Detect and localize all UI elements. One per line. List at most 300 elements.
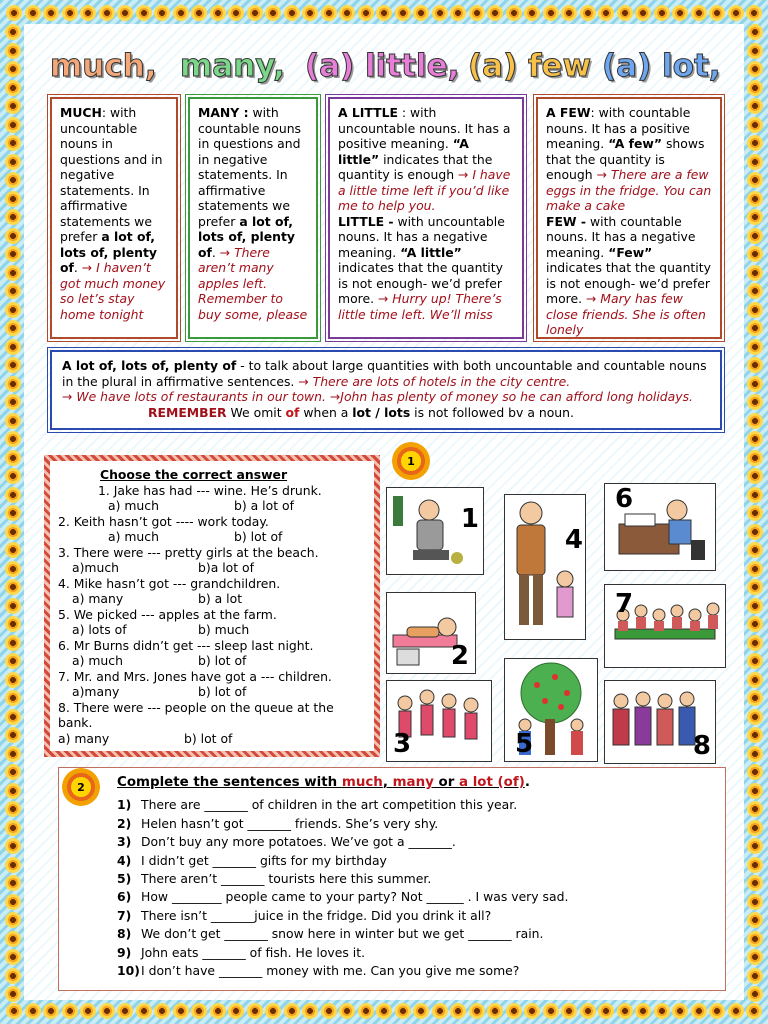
border-flower-icon [5, 635, 21, 651]
few-text: with countable nouns. It has a negative meaning. [546, 213, 696, 260]
quiz-option-b[interactable]: b) lot of [198, 684, 247, 699]
border-flower-icon [5, 98, 21, 114]
item-sentence[interactable]: Helen hasn’t got _______ friends. She’s very shy. [141, 815, 439, 831]
quiz-question-6: 6. Mr Burns didn’t get --- sleep last night. [58, 637, 314, 653]
page-title [50, 44, 730, 88]
quiz-options-2 [58, 529, 366, 545]
a-lot-heading: A lot of, lots of, plenty of [62, 358, 237, 373]
border-flower-icon [5, 801, 21, 817]
border-flower-icon [173, 1003, 189, 1019]
item-number: 5) [117, 871, 132, 887]
picture-number-5: 5 [515, 729, 534, 759]
border-flower-icon [5, 154, 21, 170]
picture-number-6: 6 [615, 484, 634, 514]
list-item [117, 833, 715, 851]
border-flower-icon [747, 875, 763, 891]
border-flower-icon [5, 413, 21, 429]
border-flower-icon [247, 5, 263, 21]
a-little-example: → I have a little time left if you’d like me to help you. [338, 167, 511, 213]
quiz-options-6 [58, 653, 366, 669]
list-item [117, 888, 715, 906]
border-flower-icon [747, 357, 763, 373]
list-item [117, 944, 715, 962]
complete-word-many: many [392, 775, 434, 790]
picture-3-beach-girls [386, 680, 492, 762]
border-flower-icon [413, 5, 429, 21]
complete-comma: , [382, 775, 393, 790]
border-flower-icon [747, 653, 763, 669]
border-flower-icon [432, 1003, 448, 1019]
little-text-2: indicates that the quantity is not enough- we’d prefer more. [338, 260, 503, 306]
border-flower-icon [672, 5, 688, 21]
border-flower-icon [654, 5, 670, 21]
multiple-choice-exercise [44, 455, 380, 757]
border-flower-icon [5, 746, 21, 762]
item-number: 4) [117, 852, 132, 868]
quiz-option-b[interactable]: b) lot of [198, 653, 247, 668]
title-a-little: (a) little, [305, 48, 460, 84]
border-flower-icon [487, 5, 503, 21]
much-bold: a lot of, lots of, plenty of [60, 229, 157, 275]
list-item [117, 962, 715, 980]
picture-number-4: 4 [564, 525, 583, 555]
many-heading: MANY : [198, 105, 249, 120]
picture-number-7: 7 [615, 589, 634, 619]
border-flower-icon [265, 5, 281, 21]
border-flower-icon [117, 1003, 133, 1019]
remember-text-3: is not followed bv a noun. [410, 404, 574, 420]
border-flower-icon [747, 838, 763, 854]
complete-or: or [433, 775, 459, 790]
few-heading: FEW - [546, 213, 587, 229]
border-flower-icon [5, 505, 21, 521]
picture-4-grandfather [504, 494, 586, 640]
border-flower-icon [136, 5, 152, 21]
border-flower-icon [5, 709, 21, 725]
border-flower-icon [747, 339, 763, 355]
border-flower-icon [191, 5, 207, 21]
border-flower-icon [580, 1003, 596, 1019]
border-flower-icon [617, 1003, 633, 1019]
border-flower-icon [747, 820, 763, 836]
border-flower-icon [747, 117, 763, 133]
border-flower-icon [99, 1003, 115, 1019]
border-flower-icon [747, 598, 763, 614]
quiz-option-b[interactable]: b) lot of [184, 730, 233, 746]
quiz-option-a[interactable]: a)much [72, 560, 120, 575]
border-flower-icon [747, 505, 763, 521]
little-example: → Hurry up! There’s little time left. We’ll miss [338, 291, 502, 322]
a-few-example: → There are a few eggs in the fridge. You can make a cake [546, 167, 712, 213]
item-number: 8) [117, 926, 132, 942]
border-flower-icon [5, 228, 21, 244]
a-few-heading: A FEW [546, 105, 591, 120]
many-bold: a lot of, lots of, plenty of [198, 213, 295, 260]
border-flower-icon [747, 801, 763, 817]
border-flower-icon [747, 635, 763, 651]
border-flower-icon [635, 1003, 651, 1019]
item-number: 3) [117, 834, 132, 850]
border-flower-icon [284, 1003, 300, 1019]
border-flower-icon [5, 561, 21, 577]
border-flower-icon [5, 968, 21, 984]
border-flower-icon [228, 5, 244, 21]
border-flower-icon [747, 302, 763, 318]
item-sentence[interactable]: There are _______ of children in the art competition this year. [141, 797, 518, 813]
complete-word-a-lot-of: a lot (of) [459, 775, 525, 790]
border-flower-icon [339, 5, 355, 21]
border-flower-icon [747, 894, 763, 910]
border-flower-icon [524, 1003, 540, 1019]
border-flower-icon [469, 1003, 485, 1019]
border-flower-icon [747, 320, 763, 336]
border-flower-icon [506, 1003, 522, 1019]
border-flower-icon [395, 1003, 411, 1019]
border-flower-icon [747, 80, 763, 96]
border-flower-icon [506, 5, 522, 21]
border-flower-icon [5, 912, 21, 928]
border-flower-icon [5, 690, 21, 706]
quiz-options-7 [58, 684, 366, 700]
border-flower-icon [284, 5, 300, 21]
border-flower-icon [747, 450, 763, 466]
picture-1-drunk-man [386, 487, 484, 575]
border-flower-icon [561, 1003, 577, 1019]
picture-5-apple-tree [504, 658, 598, 762]
border-flower-icon [747, 616, 763, 632]
remember-lots: lot / lots [352, 404, 411, 420]
quiz-heading: Choose the correct answer [100, 467, 288, 482]
border-flower-icon [543, 1003, 559, 1019]
border-flower-icon [746, 1003, 762, 1019]
border-flower-icon [210, 1003, 226, 1019]
item-sentence[interactable]: We don’t get _______ snow here in winter but we get _______ rain. [141, 926, 544, 942]
border-flower-icon [747, 746, 763, 762]
item-number: 7) [117, 907, 132, 923]
border-flower-icon [154, 1003, 170, 1019]
border-flower-icon [747, 43, 763, 59]
border-flower-icon [747, 524, 763, 540]
border-flower-icon [747, 283, 763, 299]
border-flower-icon [747, 135, 763, 151]
quiz-option-a[interactable]: a) much [108, 498, 159, 513]
border-flower-icon [5, 246, 21, 262]
border-flower-icon [747, 579, 763, 595]
item-sentence[interactable]: How ________ people came to your party? Not ______ . I was very sad. [141, 889, 569, 905]
border-flower-icon [5, 524, 21, 540]
border-flower-icon [395, 5, 411, 21]
border-flower-icon [747, 98, 763, 114]
list-item [117, 815, 715, 833]
border-flower-icon [321, 1003, 337, 1019]
picture-2-sleeping-girl [386, 592, 476, 674]
border-flower-icon [43, 1003, 59, 1019]
item-number: 10) [117, 963, 140, 979]
border-flower-icon [450, 5, 466, 21]
list-item [117, 925, 715, 943]
border-flower-icon [747, 783, 763, 799]
border-flower-icon [5, 320, 21, 336]
much-text-end: . [73, 260, 82, 275]
border-flower-icon [5, 542, 21, 558]
border-flower-icon [747, 265, 763, 281]
border-flower-icon [469, 5, 485, 21]
title-a-few: (a) few [468, 48, 592, 84]
border-flower-icon [358, 5, 374, 21]
border-flower-icon [228, 1003, 244, 1019]
border-flower-icon [117, 5, 133, 21]
border-flower-icon [62, 1003, 78, 1019]
border-flower-icon [5, 61, 21, 77]
remember-text-2: when a [299, 404, 353, 420]
a-little-text-2: indicates that the quantity is enough [338, 151, 493, 182]
border-flower-icon [5, 931, 21, 947]
remember-of: of [285, 404, 300, 420]
border-flower-icon [339, 1003, 355, 1019]
border-flower-icon [247, 1003, 263, 1019]
item-sentence[interactable]: Don’t buy any more potatoes. We’ve got a _______. [141, 834, 456, 850]
border-flower-icon [728, 5, 744, 21]
item-sentence[interactable]: I don’t have _______ money with me. Can you give me some? [141, 963, 520, 979]
few-text-2: indicates that the quantity is not enough- we’d prefer more. [546, 260, 711, 306]
item-sentence[interactable]: There isn’t _______juice in the fridge. Did you drink it all? [141, 907, 492, 923]
border-flower-icon [747, 542, 763, 558]
border-flower-icon [5, 376, 21, 392]
a-little-text: : with uncountable nouns. It has a positive meaning. [338, 105, 511, 151]
border-flower-icon [5, 431, 21, 447]
complete-period: . [524, 775, 530, 790]
border-flower-icon [747, 172, 763, 188]
exercise-1-number: 1 [407, 454, 415, 468]
border-flower-icon [6, 1003, 22, 1019]
border-flower-icon [747, 61, 763, 77]
remember-text: We omit [226, 404, 286, 420]
border-flower-icon [747, 690, 763, 706]
border-flower-icon [302, 1003, 318, 1019]
border-flower-icon [747, 672, 763, 688]
border-flower-icon [598, 5, 614, 21]
title-much: much, [50, 48, 157, 84]
border-flower-icon [747, 727, 763, 743]
quiz-option-b[interactable]: b) much [198, 622, 250, 637]
exercise-1-flower-icon [392, 442, 430, 480]
border-flower-icon [5, 764, 21, 780]
quiz-options-8 [58, 731, 366, 747]
list-item [117, 907, 715, 925]
border-flower-icon [5, 820, 21, 836]
little-text: with uncountable nouns. It has a negative meaning. [338, 213, 505, 260]
quiz-option-a[interactable]: a) lots of [72, 622, 127, 637]
quiz-options-4 [58, 591, 366, 607]
a-few-text-2: shows that the quantity is enough [546, 136, 705, 182]
border-flower-icon [154, 5, 170, 21]
quiz-option-a[interactable]: a) many [58, 730, 110, 746]
border-flower-icon [5, 949, 21, 965]
a-lot-example-1: → There are lots of hotels in the city centre. [298, 373, 571, 389]
border-flower-icon [617, 5, 633, 21]
little-heading: LITTLE - [338, 213, 394, 229]
quiz-question-4: 4. Mike hasn’t got --- grandchildren. [58, 575, 281, 591]
border-flower-icon [747, 228, 763, 244]
border-flower-icon [5, 986, 21, 1002]
border-flower-icon [5, 302, 21, 318]
border-flower-icon [5, 487, 21, 503]
border-flower-icon [5, 339, 21, 355]
a-few-quote: “A few” [608, 136, 663, 151]
border-flower-icon [747, 191, 763, 207]
border-flower-icon [747, 246, 763, 262]
border-flower-icon [5, 783, 21, 799]
border-flower-icon [487, 1003, 503, 1019]
quiz-question-5: 5. We picked --- apples at the farm. [58, 606, 277, 622]
complete-heading-text: Complete the sentences with [117, 775, 342, 790]
border-flower-icon [746, 5, 762, 21]
border-flower-icon [747, 24, 763, 40]
quiz-options-3 [58, 560, 366, 576]
border-flower-icon [432, 5, 448, 21]
a-little-heading: A LITTLE [338, 105, 398, 120]
few-quote: “Few” [608, 244, 653, 260]
border-flower-icon [635, 5, 651, 21]
quiz-question-3: 3. There were --- pretty girls at the beach. [58, 544, 319, 560]
border-flower-icon [5, 598, 21, 614]
border-flower-icon [747, 209, 763, 225]
border-flower-icon [450, 1003, 466, 1019]
border-flower-icon [747, 487, 763, 503]
quiz-option-b[interactable]: b) a lot [198, 591, 243, 606]
quiz-question-2: 2. Keith hasn’t got ---- work today. [58, 513, 269, 529]
quiz-option-a[interactable]: a) many [72, 591, 124, 606]
border-flower-icon [524, 5, 540, 21]
quiz-option-b[interactable]: b) a lot of [234, 498, 294, 513]
title-many: many, [180, 48, 285, 84]
a-lot-example-2: → We have lots of restaurants in our town. →John has plenty of money so he can afford long holidays. [62, 389, 693, 404]
list-item [117, 796, 715, 814]
border-flower-icon [302, 5, 318, 21]
list-item [117, 870, 715, 888]
border-flower-icon [709, 1003, 725, 1019]
border-flower-icon [5, 117, 21, 133]
quiz-option-b[interactable]: b) lot of [234, 529, 283, 544]
much-rule-box [50, 97, 178, 339]
picture-number-1: 1 [460, 504, 479, 534]
border-flower-icon [672, 1003, 688, 1019]
border-flower-icon [5, 172, 21, 188]
border-flower-icon [580, 5, 596, 21]
border-flower-icon [376, 5, 392, 21]
item-sentence[interactable]: I didn’t get _______ gifts for my birthday [141, 852, 387, 868]
many-example: → There aren’t many apples left. Remember to buy some, please [198, 244, 308, 322]
border-flower-icon [747, 413, 763, 429]
border-flower-icon [747, 931, 763, 947]
border-flower-icon [709, 5, 725, 21]
list-item [117, 852, 715, 870]
border-flower-icon [747, 949, 763, 965]
exercise-2-flower-icon [62, 768, 100, 806]
little-quote: “A little” [400, 244, 462, 260]
border-flower-icon [99, 5, 115, 21]
border-flower-icon [747, 154, 763, 170]
border-flower-icon [43, 5, 59, 21]
border-flower-icon [598, 1003, 614, 1019]
border-flower-icon [561, 5, 577, 21]
many-text-end: . [211, 244, 220, 260]
border-flower-icon [191, 1003, 207, 1019]
border-flower-icon [691, 1003, 707, 1019]
border-flower-icon [5, 191, 21, 207]
few-rule-box [536, 97, 722, 339]
border-flower-icon [747, 764, 763, 780]
border-flower-icon [5, 24, 21, 40]
a-few-text: : with countable nouns. It has a positive meaning. [546, 105, 691, 151]
border-flower-icon [80, 1003, 96, 1019]
grandfather-illustration [505, 495, 585, 639]
item-sentence[interactable]: John eats _______ of fish. He loves it. [141, 944, 366, 960]
border-flower-icon [747, 394, 763, 410]
quiz-option-a[interactable]: a)many [72, 684, 120, 699]
picture-number-8: 8 [692, 731, 711, 761]
border-flower-icon [25, 1003, 41, 1019]
border-flower-icon [5, 653, 21, 669]
quiz-option-a[interactable]: a) much [108, 529, 159, 544]
border-flower-icon [358, 1003, 374, 1019]
picture-number-2: 2 [450, 641, 469, 671]
item-sentence[interactable]: There aren’t _______ tourists here this summer. [141, 871, 432, 887]
quiz-option-b[interactable]: b)a lot of [198, 560, 254, 575]
picture-number-3: 3 [393, 729, 412, 759]
a-lot-text: - to talk about large quantities with both uncountable and countable nouns in the plural in affirmative sentences. [62, 358, 707, 389]
border-flower-icon [5, 357, 21, 373]
little-rule-box [328, 97, 524, 339]
border-flower-icon [543, 5, 559, 21]
border-flower-icon [5, 43, 21, 59]
picture-7-big-family [604, 584, 726, 668]
quiz-question-8: 8. There were --- people on the queue at the bank. [58, 699, 334, 730]
border-flower-icon [376, 1003, 392, 1019]
border-flower-icon [5, 80, 21, 96]
border-flower-icon [6, 5, 22, 21]
quiz-options-1 [58, 498, 366, 514]
complete-word-much: much [341, 775, 383, 790]
border-flower-icon [173, 5, 189, 21]
border-flower-icon [210, 5, 226, 21]
border-flower-icon [5, 265, 21, 281]
border-flower-icon [5, 875, 21, 891]
quiz-options-5 [58, 622, 366, 638]
border-flower-icon [5, 394, 21, 410]
item-number: 2) [117, 815, 132, 831]
quiz-question-7: 7. Mr. and Mrs. Jones have got a --- children. [58, 668, 332, 684]
border-flower-icon [5, 209, 21, 225]
border-flower-icon [80, 5, 96, 21]
much-heading: MUCH [60, 105, 102, 120]
border-flower-icon [747, 709, 763, 725]
border-flower-icon [5, 135, 21, 151]
title-a-lot: (a) lot, [602, 48, 721, 84]
complete-sentences-exercise [58, 767, 726, 991]
border-flower-icon [747, 912, 763, 928]
quiz-option-a[interactable]: a) much [72, 653, 123, 668]
border-flower-icon [5, 838, 21, 854]
border-flower-icon [747, 468, 763, 484]
border-flower-icon [5, 857, 21, 873]
many-rule-box [188, 97, 318, 339]
border-flower-icon [136, 1003, 152, 1019]
border-flower-icon [5, 672, 21, 688]
border-flower-icon [25, 5, 41, 21]
much-example: → I haven’t got much money so let’s stay home tonight [60, 260, 166, 322]
item-number: 1) [117, 797, 132, 813]
